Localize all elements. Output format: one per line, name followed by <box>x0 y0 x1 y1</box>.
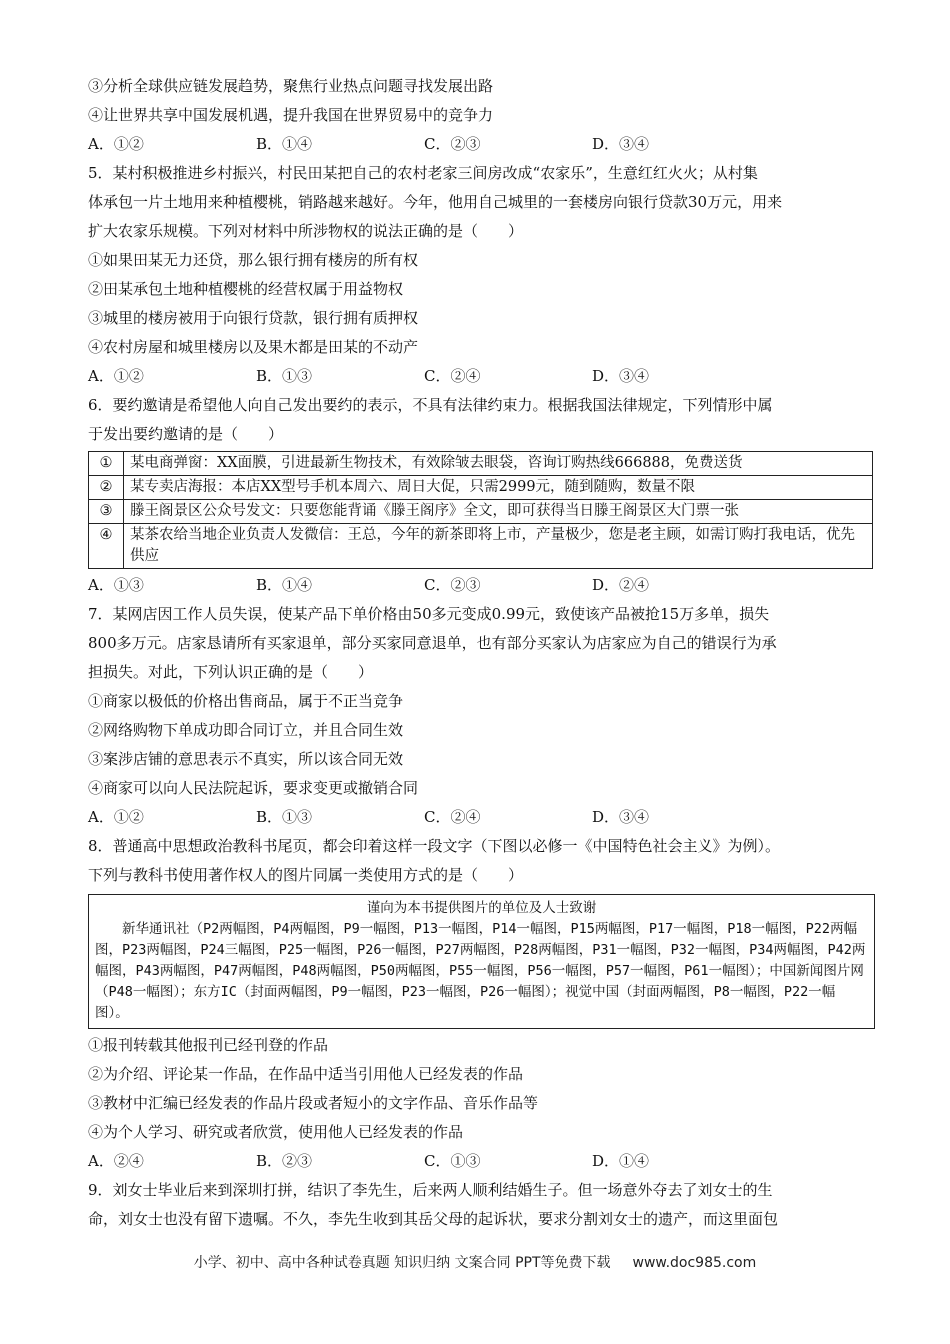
q5-item: ②田某承包土地种植樱桃的经营权属于用益物权 <box>88 280 404 298</box>
q6-option-c: C．②③ <box>424 576 481 594</box>
exam-page <box>88 72 873 1234</box>
q7-item: ④商家可以向人民法院起诉，要求变更或撤销合同 <box>88 779 419 797</box>
q5-option-c: C．②④ <box>424 367 481 385</box>
q8-option-d: D．①④ <box>592 1152 650 1170</box>
q4-option-a: A．①② <box>88 135 144 153</box>
q4-options <box>88 130 873 159</box>
q6-row-num: ④ <box>89 524 124 569</box>
q6-option-a: A．①③ <box>88 576 144 594</box>
table-row <box>89 476 873 500</box>
q8-item: ②为介绍、评论某一作品，在作品中适当引用他人已经发表的作品 <box>88 1065 524 1083</box>
q7-stem-line: 担损失。对此，下列认识正确的是（ ） <box>88 663 374 681</box>
q5-stem-line: 体承包一片土地用来种植樱桃，销路越来越好。今年，他用自己城里的一套楼房向银行贷款30万元，用来 <box>88 193 783 211</box>
q9-stem-line: 9．刘女士毕业后来到深圳打拼，结识了李先生，后来两人顺利结婚生子。但一场意外夺去了刘女士的生 <box>88 1181 773 1199</box>
q6-row-text: 某茶农给当地企业负责人发微信：王总，今年的新茶即将上市，产量极少，您是老主顾，如需订购打我电话，优先供应 <box>124 524 873 569</box>
footer-site-link[interactable]: www.doc985.com <box>632 1255 757 1271</box>
q4-option-c: C．②③ <box>424 135 481 153</box>
table-row <box>89 452 873 476</box>
table-row <box>89 500 873 524</box>
q6-row-num: ② <box>89 476 124 500</box>
q5-option-d: D．③④ <box>592 367 650 385</box>
q7-item: ①商家以极低的价格出售商品，属于不正当竞争 <box>88 692 404 710</box>
q7-option-c: C．②④ <box>424 808 481 826</box>
q6-stem-line: 于发出要约邀请的是（ ） <box>88 425 284 443</box>
q7-option-d: D．③④ <box>592 808 650 826</box>
q5-options <box>88 362 873 391</box>
q5-item: ③城里的楼房被用于向银行贷款，银行拥有质押权 <box>88 309 419 327</box>
q7-options <box>88 803 873 832</box>
q8-item: ③教材中汇编已经发表的作品片段或者短小的文字作品、音乐作品等 <box>88 1094 539 1112</box>
q8-option-a: A．②④ <box>88 1152 144 1170</box>
q6-row-num: ① <box>89 452 124 476</box>
acknowledgement-title: 谨向为本书提供图片的单位及人士致谢 <box>366 900 597 916</box>
q8-stem-line: 8．普通高中思想政治教科书尾页，都会印着这样一段文字（下图以必修一《中国特色社会主义》为例）。 <box>88 837 781 855</box>
acknowledgement-box <box>88 894 875 1029</box>
q8-stem-line: 下列与教科书使用著作权人的图片同属一类使用方式的是（ ） <box>88 866 524 884</box>
table-row <box>89 524 873 569</box>
q6-row-text: 某专卖店海报：本店XX型号手机本周六、周日大促，只需2999元，随到随购，数量不限 <box>124 476 873 500</box>
q6-option-d: D．②④ <box>592 576 650 594</box>
q7-item: ②网络购物下单成功即合同订立，并且合同生效 <box>88 721 404 739</box>
q4-option-b: B．①④ <box>256 135 313 153</box>
q6-stem-line: 6．要约邀请是希望他人向自己发出要约的表示，不具有法律约束力。根据我国法律规定，下列情形中属 <box>88 396 773 414</box>
q8-option-b: B．②③ <box>256 1152 313 1170</box>
q7-option-a: A．①② <box>88 808 144 826</box>
q9-stem-line: 命，刘女士也没有留下遗嘱。不久，李先生收到其岳父母的起诉状，要求分割刘女士的遗产，而这里面包 <box>88 1210 779 1228</box>
q5-option-b: B．①③ <box>256 367 313 385</box>
q6-row-text: 某电商弹窗：XX面膜，引进最新生物技术，有效除皱去眼袋，咨询订购热线666888，免费送货 <box>124 452 873 476</box>
q5-item: ④农村房屋和城里楼房以及果木都是田某的不动产 <box>88 338 419 356</box>
q5-item: ①如果田某无力还贷，那么银行拥有楼房的所有权 <box>88 251 419 269</box>
q5-option-a: A．①② <box>88 367 144 385</box>
q7-stem-line: 800多万元。店家恳请所有买家退单，部分买家同意退单，也有部分买家认为店家应为自己的错误行为承 <box>88 634 777 652</box>
q6-option-b: B．①④ <box>256 576 313 594</box>
acknowledgement-body: 新华通讯社（P2两幅图，P4两幅图，P9一幅图，P13一幅图，P14一幅图，P15两幅图，P17一幅图，P18一幅图，P22两幅图，P23两幅图，P24三幅图，P25一幅图，P26一幅图，P27两幅图，P28两幅图，P31一幅图，P32一幅图，P34两幅图，P42两幅图，P43两幅图，P47两幅图，P48两幅图，P50两幅图，P55一幅图，P56一幅图，P57一幅图，P61一幅图）；中国新闻图片网（P48一幅图）；东方IC（封面两幅图，P9一幅图，P23一幅图，P26一幅图）；视觉中国（封面两幅图，P8一幅图，P22一幅图）。 <box>95 921 866 1021</box>
q8-options <box>88 1147 873 1176</box>
q8-option-c: C．①③ <box>424 1152 481 1170</box>
q6-table <box>88 451 873 569</box>
q4-item-4: ④让世界共享中国发展机遇，提升我国在世界贸易中的竞争力 <box>88 106 494 124</box>
q8-item: ①报刊转载其他报刊已经刊登的作品 <box>88 1036 329 1054</box>
q5-stem-line: 扩大农家乐规模。下列对材料中所涉物权的说法正确的是（ ） <box>88 222 524 240</box>
page-footer <box>0 1252 950 1272</box>
q7-item: ③案涉店铺的意思表示不真实，所以该合同无效 <box>88 750 404 768</box>
q4-option-d: D．③④ <box>592 135 650 153</box>
q8-item: ④为个人学习、研究或者欣赏，使用他人已经发表的作品 <box>88 1123 464 1141</box>
footer-text: 小学、初中、高中各种试卷真题 知识归纳 文案合同 PPT等免费下载 <box>193 1255 611 1271</box>
q4-item-3: ③分析全球供应链发展趋势，聚焦行业热点问题寻找发展出路 <box>88 77 494 95</box>
q6-row-text: 滕王阁景区公众号发文：只要您能背诵《滕王阁序》全文，即可获得当日滕王阁景区大门票一张 <box>124 500 873 524</box>
q7-option-b: B．①③ <box>256 808 313 826</box>
q7-stem-line: 7．某网店因工作人员失误，使某产品下单价格由50多元变成0.99元，致使该产品被抢15万多单，损失 <box>88 605 770 623</box>
q5-stem-line: 5．某村积极推进乡村振兴，村民田某把自己的农村老家三间房改成“农家乐”，生意红红火火；从村集 <box>88 164 758 182</box>
q6-row-num: ③ <box>89 500 124 524</box>
q6-options <box>88 571 873 600</box>
